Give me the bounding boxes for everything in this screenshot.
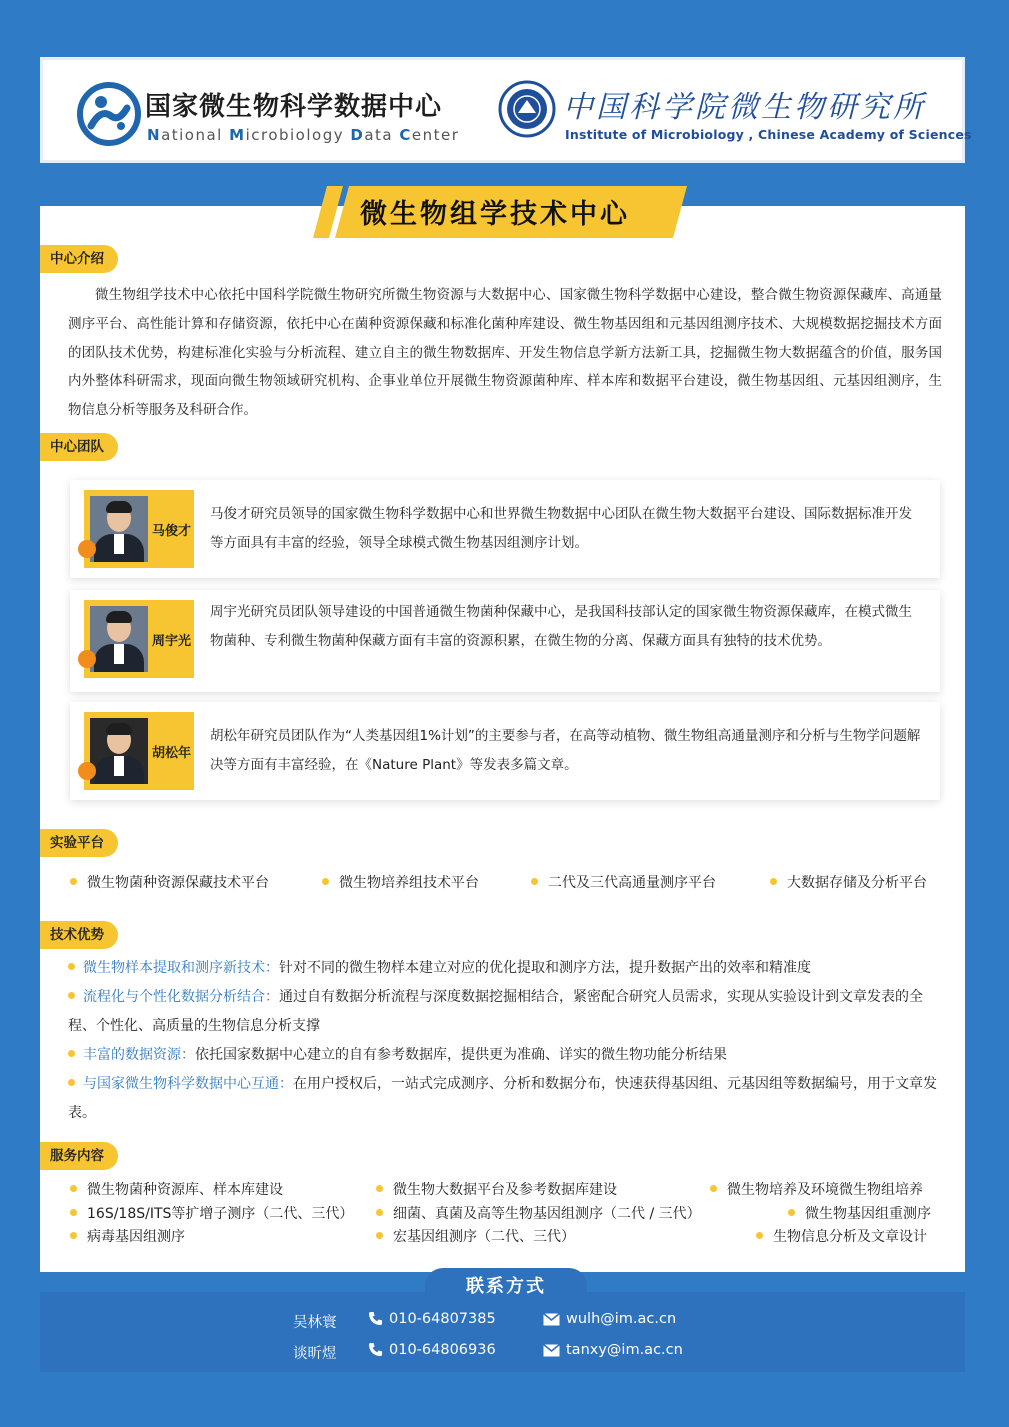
member-name: 周宇光	[152, 634, 192, 649]
ndc-title: 国家微生物科学数据中心	[145, 92, 443, 122]
member-name: 马俊才	[152, 524, 192, 539]
advantage-item: 丰富的数据资源：依托国家数据中心建立的自有参考数据库，提供更为准确、详实的微生物功能分析结果	[68, 1041, 944, 1070]
ndc-logo-icon	[77, 82, 141, 146]
member-photo-frame	[84, 712, 194, 790]
orange-dot-decoration	[78, 540, 96, 558]
platform-item: 大数据存储及分析平台	[770, 872, 927, 892]
mail-icon	[543, 1313, 560, 1326]
member-desc: 胡松年研究员团队作为“人类基因组1%计划”的主要参与者，在高等动植物、微生物组高通量测序和分析与生物学问题解决等方面有丰富经验，在《Nature Plant》等发表多篇文章。	[210, 728, 921, 773]
contact-row	[293, 1342, 683, 1363]
member-photo-frame	[84, 600, 194, 678]
service-item: 微生物大数据平台及参考数据库建设	[376, 1179, 617, 1199]
contact-name: 吴林寰	[293, 1315, 337, 1331]
ndc-subtitle: National Microbiology Data Center	[147, 126, 460, 144]
team-card-zhou	[70, 590, 940, 692]
service-item: 16S/18S/ITS等扩增子测序（二代、三代）	[70, 1203, 353, 1223]
service-item: 宏基因组测序（二代、三代）	[376, 1226, 575, 1246]
contact-row	[293, 1311, 677, 1332]
team-card-ma	[70, 480, 940, 578]
member-desc: 周宇光研究员团队领导建设的中国普通微生物菌种保藏中心，是我国科技部认定的国家微生物资源保藏库，在模式微生物菌种、专利微生物菌种保藏方面有丰富的资源积累，在微生物的分离、保藏方面具有独特的技术优势。	[210, 604, 912, 649]
member-photo	[90, 606, 148, 672]
advantage-item: 与国家微生物科学数据中心互通：在用户授权后，一站式完成测序、分析和数据分布，快速获得基因组、元基因组等数据编号，用于文章发表。	[68, 1076, 937, 1121]
orange-dot-decoration	[78, 762, 96, 780]
section-tag-platforms: 实验平台	[40, 829, 118, 857]
member-name: 胡松年	[152, 746, 192, 761]
mail-icon	[543, 1344, 560, 1357]
section-tag-services: 服务内容	[40, 1142, 118, 1170]
contact-name: 谈昕煜	[293, 1346, 337, 1362]
cas-seal-icon	[498, 80, 556, 138]
banner-title: 微生物组学技术中心	[360, 199, 630, 230]
contact-phone[interactable]: 010-64807385	[368, 1311, 496, 1327]
section-tag-advantages: 技术优势	[40, 921, 118, 949]
im-title: 中国科学院微生物研究所	[563, 90, 926, 125]
intro-text: 微生物组学技术中心依托中国科学院微生物研究所微生物资源与大数据中心、国家微生物科学数据中心建设，整合微生物资源保藏库、高通量测序平台、高性能计算和存储资源，依托中心在菌种资源保藏和标准化菌种库建设、微生物基因组和元基因组测序技术、大规模数据挖掘技术方面的团队技术优势，构建标准化实验与分析流程、建立自主的微生物数据库、开发生物信息学新方法新工具，挖掘微生物大数据蕴含的价值，服务国内外整体科研需求，现面向微生物领域研究机构、企事业单位开展微生物资源菌种库、样本库和数据平台建设，微生物基因组、元基因组测序，生物信息分析等服务及科研合作。	[68, 287, 942, 419]
advantage-item: 微生物样本提取和测序新技术：针对不同的微生物样本建立对应的优化提取和测序方法，提升数据产出的效率和精准度	[68, 954, 944, 983]
phone-icon	[368, 1342, 383, 1357]
platform-item: 二代及三代高通量测序平台	[531, 872, 716, 892]
service-item: 微生物基因组重测序	[788, 1203, 931, 1223]
service-item: 生物信息分析及文章设计	[756, 1226, 927, 1246]
member-photo	[90, 718, 148, 784]
member-photo-frame	[84, 490, 194, 568]
im-subtitle: Institute of Microbiology , Chinese Academy of Sciences	[565, 127, 972, 142]
contact-email[interactable]: wulh@im.ac.cn	[543, 1311, 676, 1327]
header-card	[40, 57, 972, 163]
platform-list	[68, 872, 944, 892]
phone-icon	[368, 1311, 383, 1326]
service-item: 病毒基因组测序	[70, 1226, 185, 1246]
contact-email[interactable]: tanxy@im.ac.cn	[543, 1342, 683, 1358]
service-item: 细菌、真菌及高等生物基因组测序（二代 / 三代）	[376, 1203, 701, 1223]
orange-dot-decoration	[78, 650, 96, 668]
contact-phone[interactable]: 010-64806936	[368, 1342, 496, 1358]
section-tag-team: 中心团队	[40, 433, 118, 461]
team-card-hu	[70, 702, 940, 800]
contact-title: 联系方式	[425, 1268, 587, 1304]
advantage-item: 流程化与个性化数据分析结合：通过自有数据分析流程与深度数据挖掘相结合，紧密配合研究人员需求，实现从实验设计到文章发表的全程、个性化、高质量的生物信息分析支撑	[68, 989, 923, 1034]
member-photo	[90, 496, 148, 562]
platform-item: 微生物菌种资源保藏技术平台	[70, 872, 269, 892]
service-item: 微生物培养及环境微生物组培养	[710, 1179, 923, 1199]
service-item: 微生物菌种资源库、样本库建设	[70, 1179, 283, 1199]
member-desc: 马俊才研究员领导的国家微生物科学数据中心和世界微生物数据中心团队在微生物大数据平台建设、国际数据标准开发等方面具有丰富的经验，领导全球模式微生物基因组测序计划。	[210, 506, 912, 551]
platform-item: 微生物培养组技术平台	[322, 872, 479, 892]
section-tag-intro: 中心介绍	[40, 245, 118, 273]
